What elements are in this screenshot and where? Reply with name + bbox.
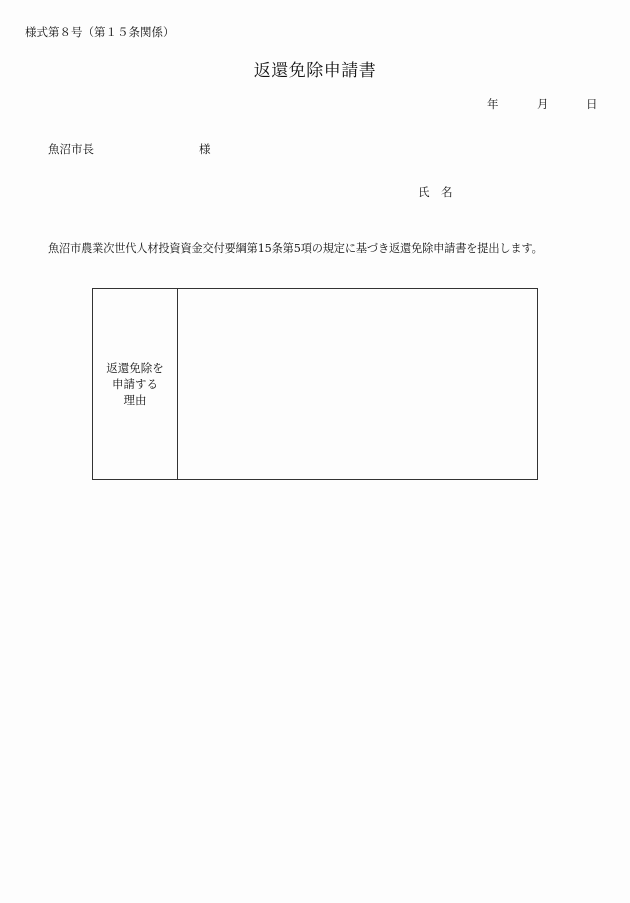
date-year-label: 年 bbox=[487, 97, 499, 111]
reason-content-field[interactable] bbox=[178, 289, 537, 479]
date-day-label: 日 bbox=[586, 97, 598, 111]
addressee-honorific: 様 bbox=[199, 142, 211, 156]
application-statement: 魚沼市農業次世代人材投資資金交付要綱第15条第5項の規定に基づき返還免除申請書を提出します。 bbox=[48, 242, 543, 255]
reason-label-line: 申請する bbox=[112, 377, 158, 391]
reason-table bbox=[92, 288, 538, 480]
date-month-label: 月 bbox=[537, 97, 549, 111]
document-title: 返還免除申請書 bbox=[253, 61, 377, 81]
reason-label-cell bbox=[93, 289, 178, 479]
reason-label-line: 理由 bbox=[123, 393, 147, 407]
applicant-name-label: 氏 名 bbox=[418, 185, 453, 199]
addressee-recipient: 魚沼市長 bbox=[48, 142, 94, 156]
form-number: 様式第８号（第１５条関係） bbox=[25, 25, 175, 39]
reason-label bbox=[106, 360, 164, 408]
reason-label-line: 返還免除を bbox=[106, 361, 164, 375]
